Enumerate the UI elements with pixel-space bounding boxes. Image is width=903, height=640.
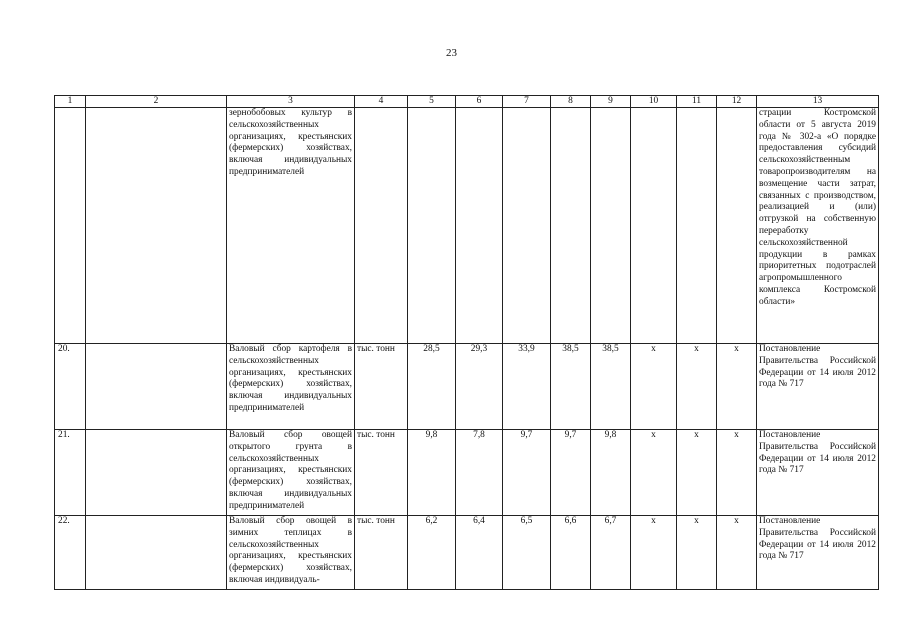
value-cell: 6,6: [551, 516, 591, 590]
legal-basis-cell: Постановление Правительства Российской Федерации от 14 июля 2012 года № 717: [757, 344, 879, 430]
value-cell: 38,5: [551, 344, 591, 430]
unit-cell: тыс. тонн: [355, 344, 408, 430]
section-cell: [86, 516, 227, 590]
value-cell: 7,8: [456, 430, 503, 516]
value-cell: [408, 108, 456, 344]
column-header: 8: [551, 96, 591, 108]
indicator-name: Валовый сбор овощей в зимних теплицах в сельскохозяйственных организациях, крестьянских (фермерских) хозяйствах, включая индивидуаль-: [227, 516, 355, 590]
legal-basis-cell: Постановление Правительства Российской Федерации от 14 июля 2012 года № 717: [757, 516, 879, 590]
value-cell: х: [631, 344, 677, 430]
table-row: [55, 108, 879, 344]
value-cell: 6,2: [408, 516, 456, 590]
value-cell: 38,5: [591, 344, 631, 430]
value-cell: х: [717, 344, 757, 430]
row-number: 21.: [55, 430, 86, 516]
value-cell: [717, 108, 757, 344]
value-cell: х: [717, 516, 757, 590]
column-header: 11: [677, 96, 717, 108]
value-cell: 9,7: [551, 430, 591, 516]
value-cell: [591, 108, 631, 344]
table-row: [55, 344, 879, 430]
row-number: 20.: [55, 344, 86, 430]
value-cell: [503, 108, 551, 344]
table-header-row: [55, 96, 879, 108]
value-cell: 6,4: [456, 516, 503, 590]
legal-basis-cell: Постановление Правительства Российской Федерации от 14 июля 2012 года № 717: [757, 430, 879, 516]
value-cell: 6,5: [503, 516, 551, 590]
value-cell: х: [677, 516, 717, 590]
value-cell: х: [677, 344, 717, 430]
value-cell: х: [677, 430, 717, 516]
column-header: 2: [86, 96, 227, 108]
column-header: 13: [757, 96, 879, 108]
section-cell: [86, 344, 227, 430]
value-cell: х: [631, 430, 677, 516]
column-header: 1: [55, 96, 86, 108]
column-header: 6: [456, 96, 503, 108]
indicator-name: Валовый сбор овощей открытого грунта в сельскохозяйственных организациях, крестьянских (фермерских) хозяйствах, включая индивидуальных предпринимателей: [227, 430, 355, 516]
column-header: 9: [591, 96, 631, 108]
indicator-name: зернобобовых культур в сельскохозяйственных организациях, крестьянских (фермерских) хозяйствах, включая индивидуальных предпринимателей: [227, 108, 355, 344]
page-number: 23: [446, 47, 457, 59]
column-header: 7: [503, 96, 551, 108]
column-header: 5: [408, 96, 456, 108]
value-cell: [551, 108, 591, 344]
value-cell: 33,9: [503, 344, 551, 430]
row-number: [55, 108, 86, 344]
column-header: 10: [631, 96, 677, 108]
value-cell: х: [631, 516, 677, 590]
indicators-table: [54, 95, 879, 590]
unit-cell: тыс. тонн: [355, 516, 408, 590]
value-cell: 28,5: [408, 344, 456, 430]
value-cell: [631, 108, 677, 344]
value-cell: [456, 108, 503, 344]
unit-cell: [355, 108, 408, 344]
value-cell: 9,8: [591, 430, 631, 516]
value-cell: [677, 108, 717, 344]
section-cell: [86, 430, 227, 516]
unit-cell: тыс. тонн: [355, 430, 408, 516]
value-cell: х: [717, 430, 757, 516]
column-header: 4: [355, 96, 408, 108]
column-header: 12: [717, 96, 757, 108]
table-row: [55, 516, 879, 590]
value-cell: 9,8: [408, 430, 456, 516]
column-header: 3: [227, 96, 355, 108]
section-cell: [86, 108, 227, 344]
indicator-name: Валовый сбор картофеля в сельскохозяйственных организациях, крестьянских (фермерских) хозяйствах, включая индивидуальных предпринимателей: [227, 344, 355, 430]
value-cell: 6,7: [591, 516, 631, 590]
value-cell: 29,3: [456, 344, 503, 430]
table-row: [55, 430, 879, 516]
row-number: 22.: [55, 516, 86, 590]
legal-basis-cell: страции Костромской области от 5 августа 2019 года № 302-а «О порядке предоставления субсидий сельскохозяйственным товаропроизводителям на возмещение части затрат, связанных с производством, реализацией и (или) отгрузкой на собственную переработку сельскохозяйственной продукции в рамках приоритетных подотраслей агропромышленного комплекса Костромской области»: [757, 108, 879, 344]
value-cell: 9,7: [503, 430, 551, 516]
